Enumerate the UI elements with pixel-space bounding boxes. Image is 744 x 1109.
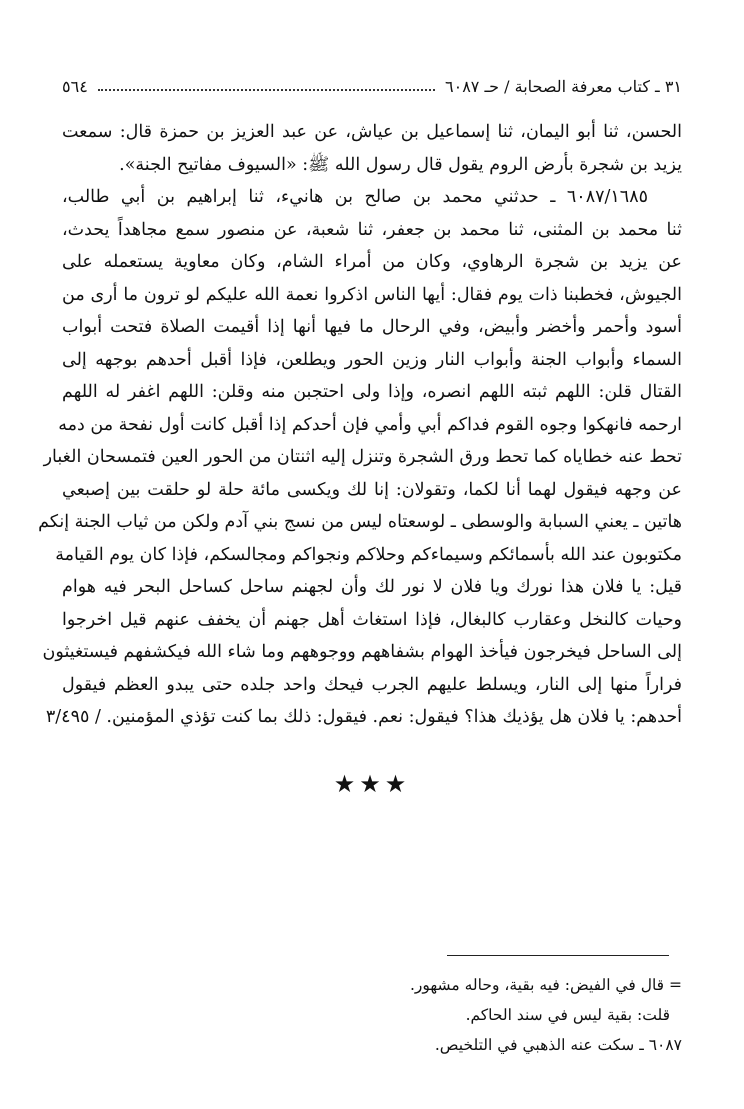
- text-line: وحيات كالنخل وعقارب كالبغال، فإذا استغاث أهل جهنم أن يخفف عنهم قيل اخرجوا: [62, 609, 682, 630]
- text-line: السماء وأبواب الجنة وأبواب النار وزين الحور ويطلعن، فإذا أقبل أحدهم بوجهه إلى: [62, 349, 682, 370]
- section-separator: ★★★: [333, 770, 411, 798]
- footnotes: [62, 970, 682, 1060]
- hadith-heading-line: ٦٠٨٧/١٦٨٥ ـ حدثني محمد بن صالح بن هانيء، ثنا إبراهيم بن أبي طالب،: [62, 187, 648, 207]
- running-header: [62, 72, 682, 100]
- text-line: الجيوش، فخطبنا ذات يوم فقال: أيها الناس اذكروا نعمة الله عليكم لو ترون ما أرى من: [62, 284, 682, 305]
- footnote-line: ٦٠٨٧ ـ سكت عنه الذهبي في التلخيص.: [434, 1036, 682, 1054]
- text-line: مكتوبون عند الله بأسمائكم وسيماءكم وحلاكم ونجواكم ومجالسكم، فإذا كان يوم القيامة: [55, 544, 682, 565]
- text-line: القتال قلن: اللهم ثبته اللهم انصره، وإذا ولى احتجبن منه وقلن: اللهم اغفر له اللهم: [62, 382, 682, 402]
- volume-page-reference: ٣/٤٩٥: [45, 707, 90, 727]
- header-dotted-leader: [98, 89, 435, 91]
- text-line: هاتين ـ يعني السبابة والوسطى ـ لوسعتاه ليس من نسج بني آدم ولكن من ثياب الجنة إنكم: [38, 512, 682, 532]
- header-title: ٣١ ـ كتاب معرفة الصحابة / حـ ٦٠٨٧: [445, 76, 682, 96]
- text-line: ارحمه فانهكوا وجوه القوم فداكم أبي وأمي فإن أحدكم إذا أقبل كانت أول نفحة من دمه: [58, 414, 682, 435]
- text-line: إلى الساحل فيخرجون فيأخذ الهوام بشفاههم ووجوههم وما شاء الله فيكشفهم فيستغيثون: [42, 642, 682, 662]
- page-number: ٥٦٤: [62, 76, 88, 96]
- text-line: قيل: يا فلان هذا نورك ويا فلان لا نور لك وأن لجهنم ساحل كساحل البحر فيه هوام: [62, 577, 682, 597]
- footnote-divider: [447, 955, 669, 956]
- text-line: يزيد بن شجرة بأرض الروم يقول قال رسول الله ﷺ: «السيوف مفاتيح الجنة».: [119, 154, 682, 175]
- footnote-line: = قال في الفيض: فيه بقية، وحاله مشهور.: [409, 976, 682, 994]
- text-line: فراراً منها إلى النار، ويسلط عليهم الجرب فيحك واحد جلده حتى يبدو العظم فيقول: [62, 674, 682, 695]
- footnote-line: قلت: بقية ليس في سند الحاكم.: [465, 1006, 670, 1024]
- text-line: ثنا محمد بن المثنى، ثنا محمد بن جعفر، ثنا شعبة، عن منصور سمع مجاهداً يحدث،: [62, 219, 682, 240]
- text-line: أسود وأحمر وأخضر وأبيض، وفي الرحال ما فيها أنها إذا أقيمت الصلاة فتحت أبواب: [62, 317, 682, 337]
- text-line-content: أحدهم: يا فلان هل يؤذيك هذا؟ فيقول: نعم. فيقول: ذلك بما كنت تؤذي المؤمنين. /: [94, 707, 682, 727]
- text-line: عن وجهه فيقول لهما أنا لكما، وتقولان: إنا لك ويكسى مائة حلة لو حلقت بين إصبعي: [62, 479, 682, 500]
- text-line-with-reference: [45, 701, 682, 734]
- main-text: [38, 116, 682, 734]
- text-line: تحط عنه خطاياه كما تحط ورق الشجرة وتنزل إليه اثنتان من الحور العين فتمسحان الغبار: [43, 447, 682, 467]
- text-line: عن يزيد بن شجرة الرهاوي، وكان من أمراء الشام، وكان معاوية يستعمله على: [62, 252, 682, 272]
- text-line: الحسن، ثنا أبو اليمان، ثنا إسماعيل بن عياش، عن عبد العزيز بن حمزة قال: سمعت: [62, 122, 682, 142]
